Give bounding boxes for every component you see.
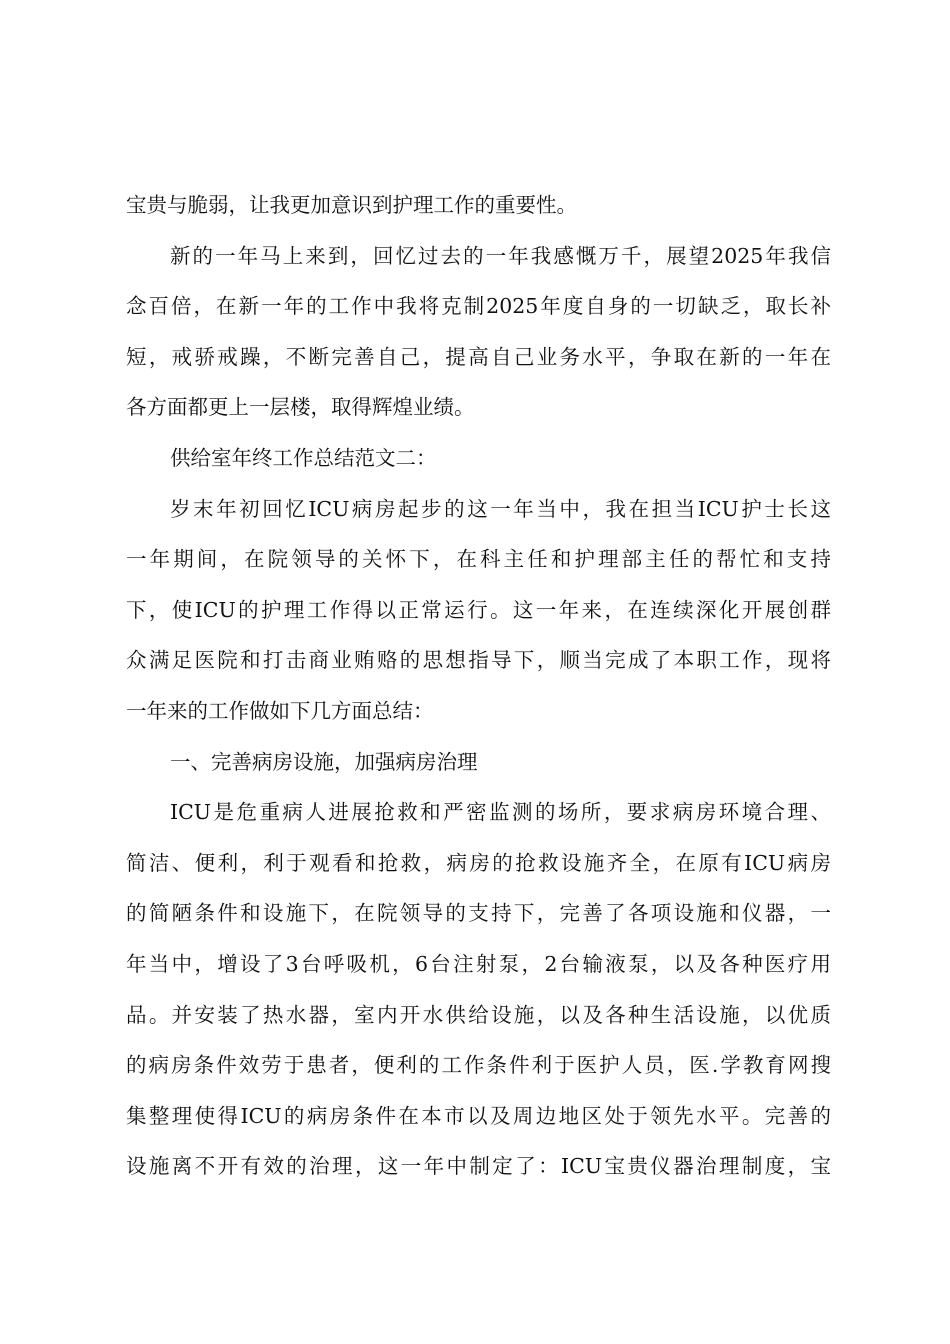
paragraph-start-line: 岁末年初回忆ICU病房起步的这一年当中，我在担当ICU护士长这 — [170, 496, 831, 521]
document-body — [126, 186, 831, 1198]
text-line: 短，戒骄戒躁，不断完善自己，提高自己业务水平，争取在新的一年在 — [126, 344, 831, 369]
paragraph-start-line: ICU是危重病人进展抢救和严密监测的场所，要求病房环境合理、 — [170, 800, 831, 825]
text-line: 集整理使得ICU的病房条件在本市以及周边地区处于领先水平。完善的 — [126, 1103, 831, 1128]
section-title: 供给室年终工作总结范文二： — [170, 445, 437, 470]
text-line: 简洁、便利，利于观看和抢救，病房的抢救设施齐全，在原有ICU病房 — [126, 850, 831, 875]
text-line: 品。并安装了热水器，室内开水供给设施，以及各种生活设施，以优质 — [126, 1002, 831, 1027]
text-line: 设施离不开有效的治理，这一年中制定了：ICU宝贵仪器治理制度，宝 — [126, 1154, 831, 1179]
text-line: 众满足医院和打击商业贿赂的思想指导下，顺当完成了本职工作，现将 — [126, 648, 831, 673]
text-line: 一年来的工作做如下几方面总结： — [126, 698, 434, 723]
text-line: 的简陋条件和设施下，在院领导的支持下，完善了各项设施和仪器，一 — [126, 901, 831, 926]
text-line: 念百倍，在新一年的工作中我将克制2025年度自身的一切缺乏，取长补 — [126, 294, 831, 319]
text-line: 下，使ICU的护理工作得以正常运行。这一年来，在连续深化开展创群 — [126, 597, 831, 622]
section-heading: 一、完善病房设施，加强病房治理 — [170, 749, 478, 774]
text-line: 的病房条件效劳于患者，便利的工作条件利于医护人员，医.学教育网搜 — [126, 1053, 831, 1078]
text-line: 宝贵与脆弱，让我更加意识到护理工作的重要性。 — [126, 193, 577, 217]
text-line: 年当中，增设了3台呼吸机，6台注射泵，2台输液泵，以及各种医疗用 — [126, 951, 831, 976]
text-line: 一年期间，在院领导的关怀下，在科主任和护理部主任的帮忙和支持 — [126, 547, 831, 572]
paragraph-start-line: 新的一年马上来到，回忆过去的一年我感慨万千，展望2025年我信 — [170, 243, 831, 268]
text-line: 各方面都更上一层楼，取得辉煌业绩。 — [126, 395, 475, 420]
